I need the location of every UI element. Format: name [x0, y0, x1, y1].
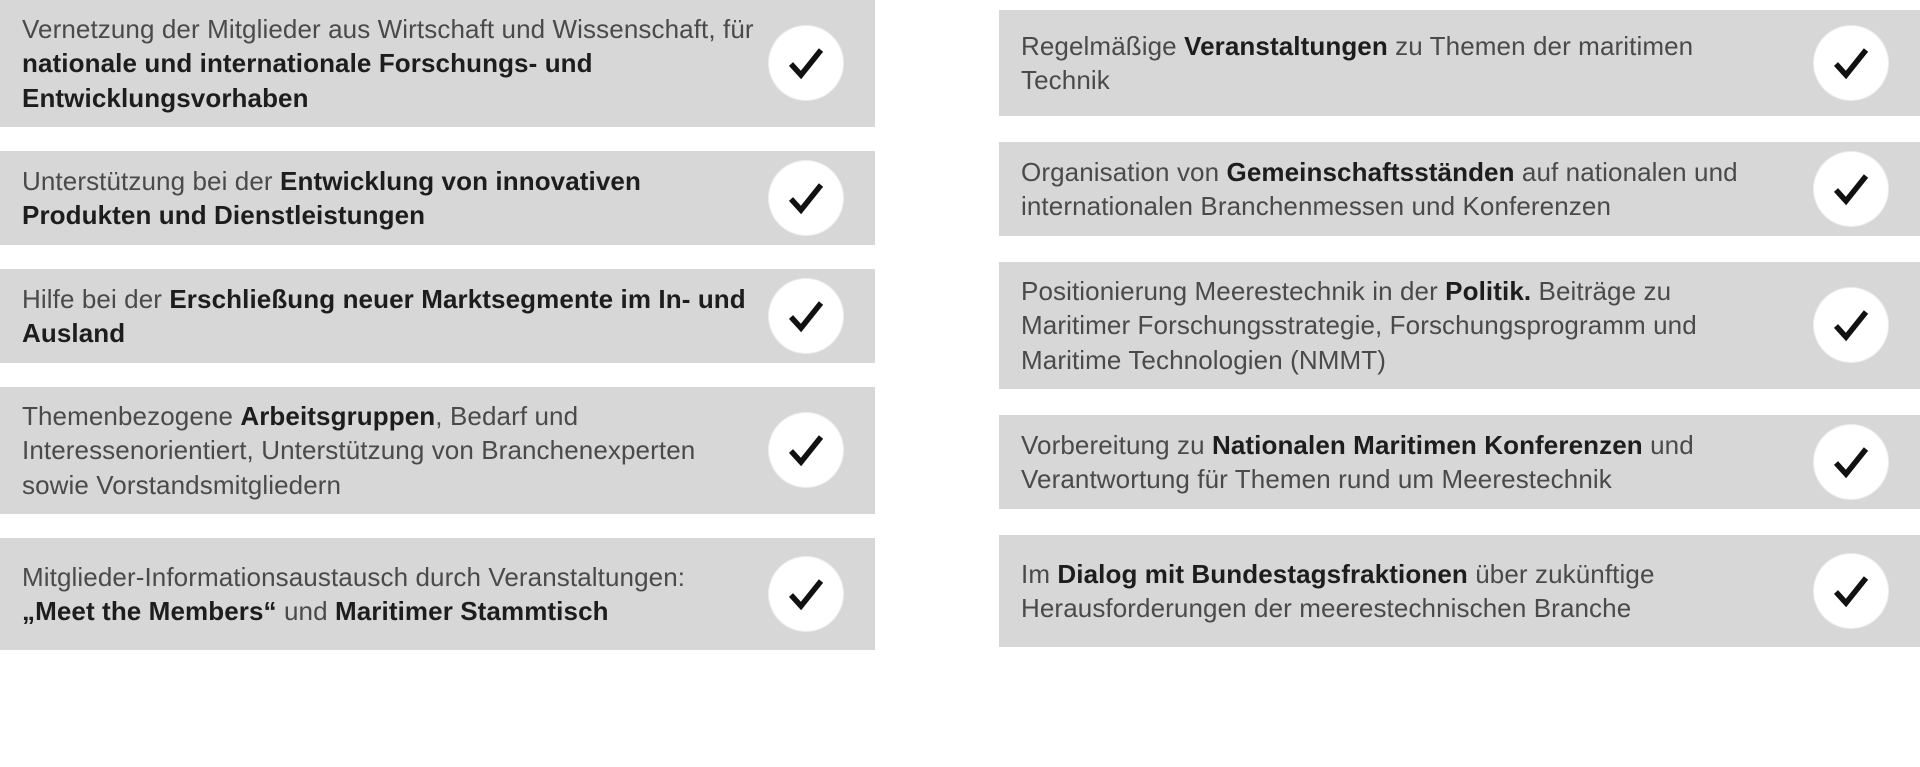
benefit-card: [0, 387, 875, 514]
benefit-text: Im Dialog mit Bundestagsfraktionen über zukünftige Herausforderungen der meerestechnischen Branche: [1021, 558, 1655, 623]
list-item: [999, 535, 1920, 647]
check-icon: [769, 161, 843, 235]
benefit-card: [0, 538, 875, 650]
benefit-text: Vorbereitung zu Nationalen Maritimen Konferenzen und Verantwortung für Themen rund um Meerestechnik: [1021, 429, 1694, 494]
benefit-card: [999, 10, 1920, 116]
check-icon: [1814, 425, 1888, 499]
list-item: [0, 0, 875, 127]
left-column: [0, 0, 875, 767]
list-item: [0, 269, 875, 363]
benefit-card: [999, 535, 1920, 647]
check-icon: [769, 557, 843, 631]
benefit-card: [0, 0, 875, 127]
column-gap: [875, 0, 999, 767]
check-icon: [769, 279, 843, 353]
benefit-card: [999, 142, 1920, 236]
benefit-text: Mitglieder-Informationsaustausch durch Veranstaltungen: „Meet the Members“ und Maritimer Stammtisch: [22, 561, 686, 626]
check-icon: [1814, 152, 1888, 226]
list-item: [999, 142, 1920, 236]
list-item: [0, 538, 875, 650]
benefit-card: [999, 415, 1920, 509]
benefit-card: [0, 151, 875, 245]
benefit-text: Organisation von Gemeinschaftsständen auf nationalen und internationalen Branchenmessen und Konferenzen: [1021, 156, 1738, 221]
list-item: [0, 151, 875, 245]
benefit-card: [999, 262, 1920, 389]
check-icon: [1814, 288, 1888, 362]
list-item: [999, 415, 1920, 509]
benefit-text: Unterstützung bei der Entwicklung von innovativen Produkten und Dienstleistungen: [22, 165, 641, 230]
list-item: [0, 387, 875, 514]
check-icon: [1814, 26, 1888, 100]
right-column: [999, 0, 1920, 767]
benefit-text: Regelmäßige Veranstaltungen zu Themen der maritimen Technik: [1021, 30, 1694, 95]
check-icon: [1814, 554, 1888, 628]
benefit-card: [0, 269, 875, 363]
benefit-text: Hilfe bei der Erschließung neuer Marktsegmente im In- und Ausland: [22, 283, 746, 348]
benefit-text: Themenbezogene Arbeitsgruppen, Bedarf und Interessenorientiert, Unterstützung von Branchenexperten sowie Vorstandsmitgliedern: [22, 400, 696, 500]
check-icon: [769, 26, 843, 100]
list-item: [999, 10, 1920, 116]
benefit-text: Vernetzung der Mitglieder aus Wirtschaft und Wissenschaft, für nationale und internationale Forschungs- und Entwicklungsvorhaben: [22, 14, 754, 113]
benefit-text: Positionierung Meerestechnik in der Politik. Beiträge zu Maritimer Forschungsstrategie, Forschungsprogramm und Maritime Technologien (NMMT): [1021, 276, 1697, 375]
list-item: [999, 262, 1920, 389]
check-icon: [769, 413, 843, 487]
